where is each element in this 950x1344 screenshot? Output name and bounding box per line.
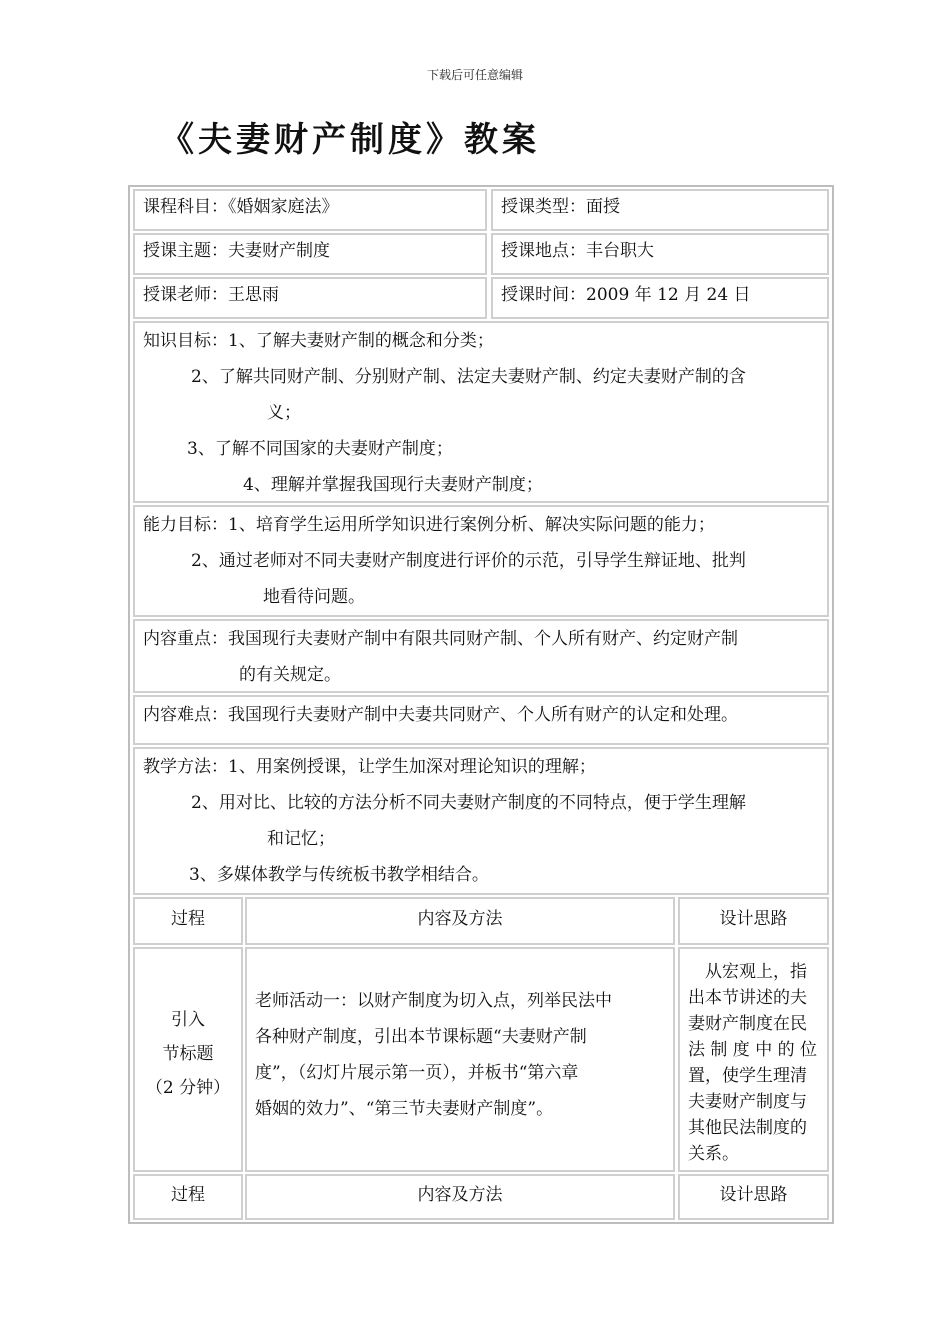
teacher-text: 授课老师：王思雨	[143, 285, 279, 305]
process-header-repeat: 过程	[133, 1174, 243, 1220]
difficulty	[133, 695, 829, 745]
course-cell	[133, 189, 487, 231]
process-text: （2 分钟）	[145, 1078, 231, 1098]
design-header-repeat: 设计思路	[678, 1174, 829, 1220]
design-header: 设计思路	[678, 897, 829, 945]
knowledge-goals	[133, 321, 829, 503]
time-text: 授课时间：2009 年 12 月 24 日	[501, 285, 751, 305]
content-header: 内容及方法	[245, 897, 675, 945]
topic-cell	[133, 233, 487, 275]
design-line: 法 制 度 中 的 位	[688, 1040, 818, 1060]
location-cell	[491, 233, 829, 275]
topic-text: 授课主题：夫妻财产制度	[143, 241, 330, 261]
method-line: 教学方法：1、用案例授课，让学生加深对理论知识的理解；	[143, 757, 596, 777]
design-line: 从宏观上，指	[688, 962, 807, 982]
key-point-line: 内容重点：我国现行夫妻财产制中有限共同财产制、个人所有财产、约定财产制	[143, 629, 738, 649]
process-header: 过程	[133, 897, 243, 945]
process-text: 节标题	[162, 1044, 214, 1064]
method-line: 2、用对比、比较的方法分析不同夫妻财产制度的不同特点，便于学生理解	[191, 793, 746, 813]
design-line: 妻财产制度在民	[688, 1014, 807, 1034]
content-line: 婚姻的效力”、“第三节夫妻财产制度”。	[255, 1099, 554, 1119]
knowledge-line: 4、理解并掌握我国现行夫妻财产制度；	[243, 475, 543, 495]
content-cell-intro	[245, 947, 675, 1172]
difficulty-line: 内容难点：我国现行夫妻财产制中夫妻共同财产、个人所有财产的认定和处理。	[143, 705, 738, 725]
content-line: 老师活动一：以财产制度为切入点，列举民法中	[255, 991, 612, 1011]
ability-line: 地看待问题。	[263, 587, 365, 607]
design-line: 夫妻财产制度与	[688, 1092, 807, 1112]
course-text: 课程科目：《婚姻家庭法》	[143, 197, 339, 217]
content-header-repeat: 内容及方法	[245, 1174, 675, 1220]
type-cell	[491, 189, 829, 231]
teacher-cell	[133, 277, 487, 319]
ability-line: 2、通过老师对不同夫妻财产制度进行评价的示范，引导学生辩证地、批判	[191, 551, 746, 571]
method-line: 和记忆；	[267, 829, 335, 849]
key-point	[133, 619, 829, 693]
design-line: 置，使学生理清	[688, 1066, 807, 1086]
content-line: 各种财产制度，引出本节课标题“夫妻财产制	[255, 1027, 587, 1047]
ability-line: 能力目标：1、培育学生运用所学知识进行案例分析、解决实际问题的能力；	[143, 515, 715, 535]
knowledge-line: 2、了解共同财产制、分别财产制、法定夫妻财产制、约定夫妻财产制的含	[191, 367, 746, 387]
design-line: 关系。	[688, 1144, 739, 1164]
design-cell-intro	[678, 947, 829, 1172]
document-title: 《夫妻财产制度》教案	[160, 120, 540, 160]
time-cell	[491, 277, 829, 319]
header-note: 下载后可任意编辑	[426, 68, 523, 82]
type-text: 授课类型：面授	[501, 197, 620, 217]
location-text: 授课地点：丰台职大	[501, 241, 654, 261]
knowledge-line: 义；	[267, 403, 301, 423]
key-point-line: 的有关规定。	[239, 665, 341, 685]
teaching-method	[133, 747, 829, 895]
knowledge-line: 3、了解不同国家的夫妻财产制度；	[187, 439, 453, 459]
method-line: 3、多媒体教学与传统板书教学相结合。	[189, 865, 489, 885]
content-line: 度”，（幻灯片展示第一页），并板书“第六章	[255, 1063, 579, 1083]
design-line: 其他民法制度的	[688, 1118, 807, 1138]
design-line: 出本节讲述的夫	[688, 988, 807, 1008]
process-cell-intro	[133, 947, 243, 1172]
ability-goals	[133, 505, 829, 617]
knowledge-line: 知识目标：1、了解夫妻财产制的概念和分类；	[143, 331, 494, 351]
process-text: 引入	[171, 1010, 205, 1030]
